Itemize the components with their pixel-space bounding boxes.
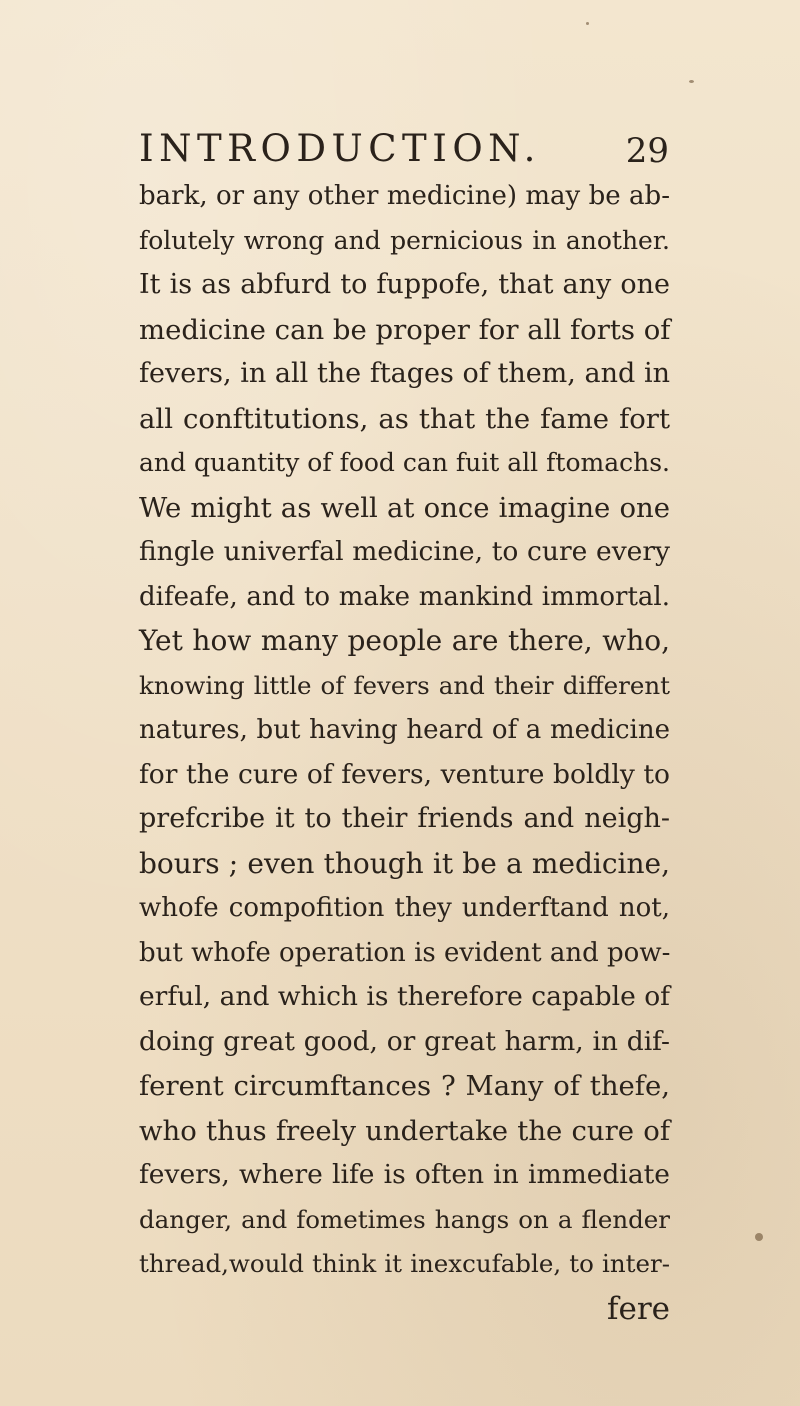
text-line: danger, and fometimes hangs on a flender	[139, 1204, 670, 1234]
catchword: fere	[607, 1290, 670, 1327]
text-line: bours ; even though it be a medicine,	[139, 846, 670, 880]
text-line: bark, or any other medicine) may be ab-	[139, 181, 670, 211]
text-line: but whofe operation is evident and pow-	[139, 937, 671, 968]
text-line: It is as abfurd to fuppofe, that any one	[139, 269, 670, 300]
text-line: We might as well at once imagine one	[139, 491, 670, 524]
page-number: 29	[625, 131, 669, 171]
running-head: INTRODUCTION.	[139, 127, 541, 170]
foxing-spot	[689, 80, 694, 83]
text-line: all conftitutions, as that the fame fort	[139, 402, 670, 435]
text-line: whofe compofition they underftand not,	[139, 893, 670, 923]
foxing-spot	[755, 1233, 763, 1241]
text-line: for the cure of fevers, venture boldly to	[139, 758, 670, 790]
text-line: fevers, in all the ftages of them, and in	[139, 358, 670, 389]
text-line: fevers, where life is often in immediate	[139, 1159, 670, 1190]
text-line: fingle univerfal medicine, to cure every	[139, 536, 670, 567]
text-line: medicine can be proper for all forts of	[139, 313, 671, 346]
text-line: and quantity of food can fuit all ftomachs.	[139, 448, 670, 477]
text-line: prefcribe it to their friends and neigh-	[139, 803, 670, 834]
text-line: difeafe, and to make mankind immortal.	[139, 581, 670, 612]
text-line: erful, and which is therefore capable of	[139, 981, 670, 1012]
text-line: ferent circumftances ? Many of thefe,	[139, 1070, 670, 1102]
text-line: folutely wrong and pernicious in another.	[139, 225, 670, 255]
page-header	[139, 126, 669, 172]
text-line: Yet how many people are there, who,	[139, 624, 670, 657]
text-line: who thus freely undertake the cure of	[139, 1114, 670, 1147]
text-line: knowing little of fevers and their different	[139, 670, 670, 700]
body-text	[139, 174, 670, 1331]
foxing-spot	[586, 22, 589, 25]
text-line: doing great good, or great harm, in dif-	[139, 1025, 670, 1057]
text-line: thread,would think it inexcufable, to inter-	[139, 1249, 670, 1278]
text-line: natures, but having heard of a medicine	[139, 715, 670, 745]
